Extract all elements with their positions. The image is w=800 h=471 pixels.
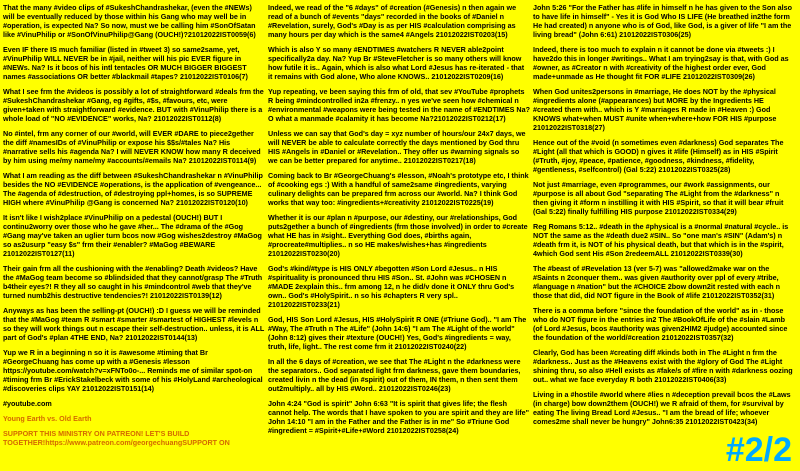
column-right xyxy=(533,3,795,432)
page-number-badge: #2/2 xyxy=(725,431,792,469)
tweet-paragraph: God's #kind/#type is HIS ONLY #begotten #Son Lord #Jesus.. n HIS #spirituality is pronounced thru HIS #Son.. St. #John was #CHOSEN n #MADE 2explain this.. frm among 12, n he did/v done it ONLY thru God's own.. God's #HolySpirit.. n so his #chapters R very spl.. 21012022IST0233(21) xyxy=(268,264,515,309)
tweet-paragraph: Which is also Y so many #ENDTIMES #watchers R NEVER able2point specifically2a day. Na? Yup Br #SteveFletcher is so many others will know how futile it is.. Again, which is also what Lord #Jesus has re-iterated - that it remains with God alone, Who alone KNOWS.. 21012022IST0209(16) xyxy=(268,45,525,81)
link-domain[interactable]: #youtube.com xyxy=(3,399,52,408)
column-left xyxy=(3,3,265,453)
tweet-paragraph: What I see frm the #videos is possibly a lot of straightforward #deals frm the #SukeshChandrashekar #Gang, eg #gifts, #$s, #favours, etc, were given+taken with straightforward #evidence. BUT with #VinuPhilip there is a whole load of "NO #EVIDENCE" works, Na? 21012022IST0112(8) xyxy=(3,87,264,123)
tweet-paragraph: The #beast of #Revelation 13 (ver 5-7) was "allowed2make war on the #Saints n 2conquer them.. was given #authority over ppl of every #tribe, #language n #nation" but the #CHOICE 2bow down2it rested with each n those that did, did NOT figure in the Book of #life 21012022IST0352(31) xyxy=(533,264,781,300)
tweet-paragraph: Indeed, there is too much to explain n it cannot be done via #tweets :) I have2do this in longer #writings.. What I am trying2say is that, with God as #owner, as #Creator n with #creativity of the highest order ever, God made+unmade as He thought fit FOR #LIFE 21012022IST0309(26) xyxy=(533,45,789,81)
tweet-paragraph: There is a comma before "since the foundation of the world" as in - those who do NOT figure in the entries in2 The #BookOfLife of the #slain #Lamb (of Lord #Jesus, bcos #authority was given2HIM2 #judge) accounted since the foundation of the world/#creation 21012022IST0357(32) xyxy=(533,306,788,342)
tweet-paragraph: When God unites2persons in #marriage, He does NOT by the #physical #ingredients alone (#appearances) but MORE by the Ingredients HE #created them with.. which is Y #marriages R made in #Heaven :) God KNOWS what+when MUST #unite when+where+how FOR HIS #purpose 21012022IST0318(27) xyxy=(533,87,777,132)
link-card-description[interactable]: SUPPORT THIS MINISTRY ON PATREON! LET'S BUILD TOGETHER!https://www.patreon.com/georgechuangSUPPORT ON xyxy=(3,429,230,447)
tweet-paragraph: Whether it is our #plan n #purpose, our #destiny, our #relationships, God puts2gether a bunch of #ingredients (frm those involved) in order to #create what HE has in #sight.. Everything God does, #births again, #procreate#multiplies.. n so HE makes/wishes+has #ingredients 21012022IST0230(20) xyxy=(268,213,528,258)
tweet-paragraph: Unless we can say that God's day = xyz number of hours/our 24x7 days, we will NEVER be able to calculate correctly the days mentioned by God thru HIS #Angels in #Daniel or #Revelation.. They offer us #warning signals so we can be better prepared for anytime.. 21012022IST0217(18) xyxy=(268,129,526,165)
tweet-paragraph: God, HIS Son Lord #Jesus, HIS #HolySpirit R ONE (#Triune God).. "I am The #Way, The #Truth n The #Life" (John 14:6) "I am The #Light of the world" (John 8:12) gives their #texture (OUCH!) Yes, God's #ingredients = way, truth, life, light.. The rest come frm it 21012022IST0240(22) xyxy=(268,315,527,351)
tweet-paragraph: Reg Romans 5:12.. #death in the #physical is a #normal #natural #cycle.. is NOT the same as the #death due2 #SIN.. So "one man's #SIN" (Adam's) n #death frm it, is NOT of his physical death, but that which is in the #spirit, 4which God sent His #Son 2redeemALL 21012022IST0339(30) xyxy=(533,222,789,258)
tweet-paragraph: Not just #marriage, even #programmes, our #work #assignments, our #purpose is all about God "separating The #Light from the #darkness" n then giving it #form n instilling it with HIS #Spirit, so that it will bear #fruit (Gal 5:22) finally fulfilling HIS purpose 21012022IST0334(29) xyxy=(533,180,784,216)
tweet-paragraph: Anyways as has been the selling-pt (OUCH!) :D I guess we will be reminded that the #MaGog #team R #smart #smarter #smartest of HIGHEST #levels n so they will work things out n escape their self-destruction.. unless, it is ALL part of God's #plan 4THE END, Na? 21012022IST0144(13) xyxy=(3,306,265,342)
tweet-paragraph: Yup repeating, ve been saying this frm of old, that sev #YouTube #prophets R being #mindcontrolled in2a #frenzy.. n yes we've seen how #chemical n #environmental #weapons were being tested in the name of #ENDTIMES Na? O what a manmade #calamity it has become Na?21012022IST0212(17) xyxy=(268,87,531,123)
tweet-paragraph: John 5:26 "For the Father has #life in himself n he has given to the Son also to have life in himself" - Yes it is God Who IS LIFE (He breathed in2the form He had created) n anyone who is of God, like God, is a giver of life "I am the living bread" (John 6:61) 21012022IST0306(25) xyxy=(533,3,793,39)
tweet-paragraph: Yup we R in a beginning n so it is #awesome #timing that Br #GeorgeChuang has come up with a #Genesis #lesson https://youtube.com/watch?v=xFNTo0o-... Reminds me of similar spot-on #timing frm Br #ErickStakelbeck with some of his #HolyLand #archeological #discoveries clips YAY 21012022IST0151(14) xyxy=(3,348,263,393)
tweet-paragraph: What I am reading as the diff between #SukeshChandrashekar n #VinuPhilip besides the NO #EVIDENCE #operations, is the application of #vengeance... The #agenda of #destruction, of #destroying ppl+homes, is so SUPREME HIGH where #VinuPhilip @Gang is concerned Na? 21012022IST0120(10) xyxy=(3,171,263,207)
tweet-paragraph: Living in a #hostile #world where #lies n #deception prevail bcos the #Laws (in charge) bow down2them (OUCH!) we R afraid of them, for #survival by eating The living Bread Lord #Jesus.. "I am the bread of life; whoever comes2me shall never be hungry" John6:35 21012022IST0423(34) xyxy=(533,390,791,426)
link-card-title[interactable]: Young Earth vs. Old Earth xyxy=(3,414,92,423)
tweet-paragraph: In all the 6 days of #creation, we see that The #Light n the #darkness were the separators.. God separated light frm darkness, gave them boundaries, created livin n the dead (in #spirit) out of them, IN them, n then sent them out2multiply.. all by HIS #Word.. 21012022IST0246(23) xyxy=(268,357,521,393)
tweet-paragraph: Even IF there IS much familiar (listed in #tweet 3) so same2same, yet, #VinuPhilip WILL NEVER be in #jail, neither will his pic EVER figure in #NEWs. Na? Is it bcos of his intl tentacles OR MUCH BIGGER BIGGEST names #associations OR better #blackmail #tapes? 21012022IST0106(7) xyxy=(3,45,248,81)
tweet-paragraph: Clearly, God has been #creating diff #kinds both in The #Light n frm the #darkness.. Just as the #Heavens exist with the #glory of God The #Light shining thru, so also #Hell exists as #fake/s of #fire n with #darkness oozing out.. what we face everyday R both 21012022IST0406(33) xyxy=(533,348,793,384)
tweet-paragraph: Their gain frm all the cushioning with the #enabling? Death #videos? Have the #MaGog team become so #blindsided that they cannot/grasp The #Truth b4their eyes?! R they all so caught in his #mindcontrol #web that they've turned numb2his destructive tendencies?! 21012022IST0139(12) xyxy=(3,264,263,300)
tweet-paragraph: Coming back to Br #GeorgeChuang's #lesson, #Noah's prototype etc, I think of #cooking egs :) With a handful of same2same #ingredients, varying culinary delights can be prepared frm across our #world. Na? I think God works that way too: #ingredients+#creativity 21012022IST0225(19) xyxy=(268,171,529,207)
tweet-paragraph: That the many #video clips of #SukeshChandrashekar, (even the #NEWs) will be eventually reduced by those within his Gang who may well be in #operation, is expected Na? So now, must we be calling him #SonOfSatan like #VinuPhilip or #SonOfVinuPhilip@Gang (OUCH!)?21012022IST0059(6) xyxy=(3,3,256,39)
tweet-paragraph: It isn't like I wish2place #VinuPhilip on a pedestal (OUCH!) BUT I continu2worry over those who he gave #her... The #drama of the #Gog #Gang may've taken an uglier turn bcos now #Gog wishes2destroy #MaGog so as2usurp "easy $s" frm their #enabler? #MaGog #BEWARE 21012022IST0127(11) xyxy=(3,213,262,258)
tweet-paragraph: Indeed, we read of the "6 #days" of #creation (#Genesis) n then again we read of a bunch of #events "days" recorded in the books of #Daniel n #Revelation, surely, God's #Day is as per HIS #calculation comprising as many hours per day which is the same4 #Angels 21012022IST0203(15) xyxy=(268,3,517,39)
tweet-paragraph: Hence out of the #void (n sometimes even #darkness) God separates The #Light (all that which is GOOD) n gives it #life (Himself) as in HIS #Spirit (#Truth, #joy, #peace, #patience, #goodness, #kindness, #fidelity, #gentleness, #selfcontrol) (Gal 5:22) 21012022IST0325(28) xyxy=(533,138,784,174)
column-middle xyxy=(268,3,530,441)
tweet-paragraph: John 4:24 "God is spirit" John 6:63 "It is spirit that gives life; the flesh cannot help. The words that I have spoken to you are spirit and they are life" John 14:10 "I am in the Father and the Father is in me" So #Triune God #ingredient = #Spirit+#Life+#Word 21012022IST0258(24) xyxy=(268,399,530,435)
tweet-paragraph: No #intel, frm any corner of our #world, will EVER #DARE to piece2gether the diff #namesIDs of #VinuPhilip or expose his $$s/#tales Na? His #narrative sells his #agenda Na? I will NEVER KNOW how many R deceived by him using me/my name/my #accounts/#emails Na? 21012022IST0114(9) xyxy=(3,129,261,165)
